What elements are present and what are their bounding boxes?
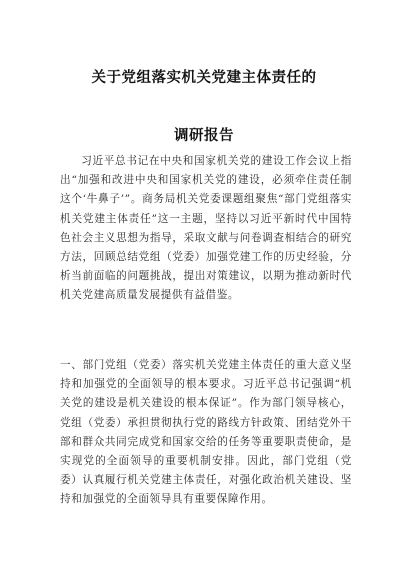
body-paragraph-section-1: 一、部门党组（党委）落实机关党建主体责任的重大意义坚持和加强党的全面领导的根本要求。习近平总书记强调“机关党的建设是机关建设的根本保证”。作为部门领导核心，党组（党委）承担贯彻执行党的路线方针政策、团结党外干部和群众共同完成党和国家交给的任务等重要职责使命，是实现党的全面领导的重要机制安排。因此，部门党组（党委）认真履行机关党建主体责任，对强化政治机关建设、坚持和加强党的全面领导具有重要保障作用。	[60, 359, 352, 506]
document-title-line-2: 调研报告	[174, 128, 234, 144]
body-paragraph-intro: 习近平总书记在中央和国家机关党的建设工作会议上指出“加强和改进中央和国家机关党的建设，必须牵住责任制这个‘牛鼻子’”。商务局机关党委课题组聚焦“部门党组落实机关党建主体责任”这一主题，坚持以习近平新时代中国特色社会主义思想为指导，采取文献与问卷调查相结合的研究方法，回顾总结党组（党委）加强党建工作的历史经验，分析当前面临的问题挑战，提出对策建议，以期为推动新时代机关党建高质量发展提供有益借鉴。	[60, 155, 352, 302]
document-title-line-1: 关于党组落实机关党建主体责任的	[91, 70, 317, 86]
